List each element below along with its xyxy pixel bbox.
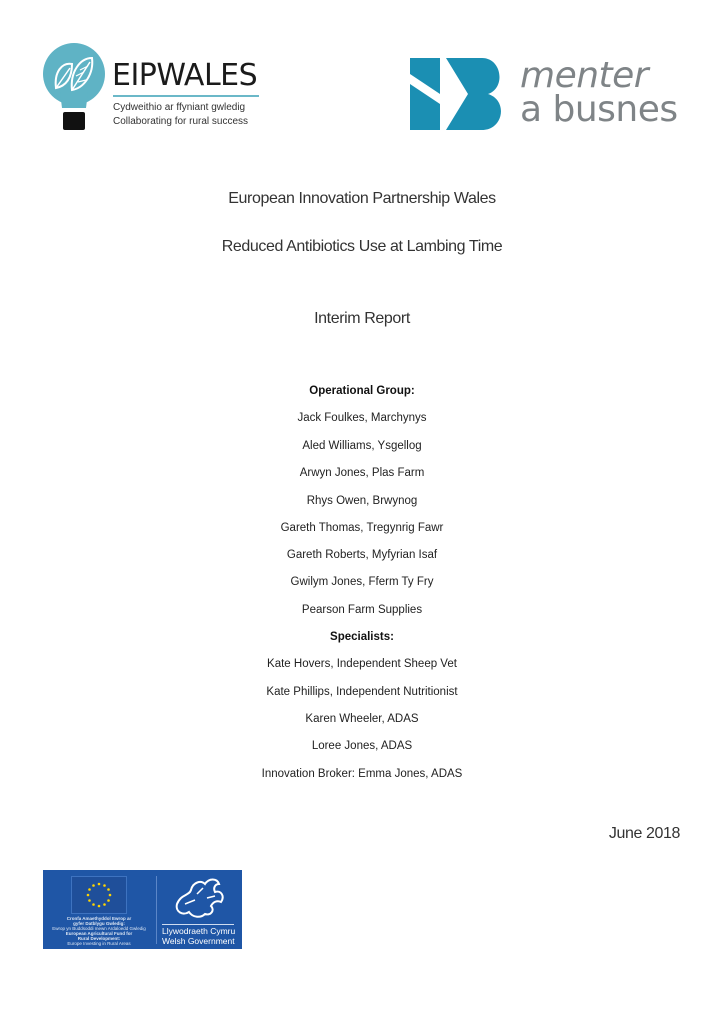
mab-text-menter: menter xyxy=(520,55,649,96)
specialist-member: Karen Wheeler, ADAS xyxy=(305,713,419,725)
eip-subtitle-welsh: Cydweithio ar ffyniant gwledig xyxy=(113,102,246,113)
operational-group-member: Pearson Farm Supplies xyxy=(301,604,423,616)
menter-a-busnes-logo xyxy=(410,55,690,132)
document-title: European Innovation Partnership Wales xyxy=(228,190,496,207)
welsh-gov-name-welsh: Llywodraeth Cymru xyxy=(162,926,236,936)
welsh-gov-rule xyxy=(162,924,234,925)
specialist-member: Kate Hovers, Independent Sheep Vet xyxy=(267,658,457,670)
eu-flag-icon xyxy=(71,876,127,914)
document-subtitle: Reduced Antibiotics Use at Lambing Time xyxy=(221,238,503,255)
eu-text-line: Rural Development: xyxy=(77,936,121,941)
welsh-gov-name-english: Welsh Government xyxy=(162,936,235,946)
eip-wales-logo xyxy=(42,42,272,134)
eu-text-line: Cronfa Amaethyddol Ewrop ar xyxy=(66,916,132,921)
eu-text-line: Ewrop yn Buddsoddi mewn Ardaloedd Gwledig xyxy=(52,926,146,931)
operational-group-member: Aled Williams, Ysgellog xyxy=(302,440,422,452)
operational-group-member: Gareth Thomas, Tregynrig Fawr xyxy=(280,522,444,534)
eu-welsh-government-banner xyxy=(43,870,242,949)
operational-group-member: Arwyn Jones, Plas Farm xyxy=(299,467,425,479)
eu-text-line: Europe Investing in Rural Areas xyxy=(67,941,131,946)
mab-mark-icon xyxy=(410,58,508,130)
specialist-member: Innovation Broker: Emma Jones, ADAS xyxy=(261,768,463,780)
lightbulb-leaf-icon xyxy=(42,42,106,132)
mab-text-a-busnes: a busnes xyxy=(520,89,678,130)
eip-subtitle-english: Collaborating for rural success xyxy=(113,116,249,127)
specialists-heading: Specialists: xyxy=(330,631,394,643)
eip-title: EIPWALES xyxy=(112,58,258,93)
operational-group-member: Jack Foulkes, Marchynys xyxy=(297,412,427,424)
specialist-member: Loree Jones, ADAS xyxy=(311,740,413,752)
specialist-member: Kate Phillips, Independent Nutritionist xyxy=(266,686,458,698)
banner-divider xyxy=(156,876,157,944)
operational-group-member: Gwilym Jones, Fferm Ty Fry xyxy=(290,576,434,588)
eip-divider xyxy=(113,95,259,97)
operational-group-member: Gareth Roberts, Myfyrian Isaf xyxy=(286,549,438,561)
eu-text-line: gyfer Datblygu Gwledig: xyxy=(73,921,125,926)
eu-text-line: European Agricultural Fund for xyxy=(65,931,133,936)
operational-group-heading: Operational Group: xyxy=(309,385,415,397)
welsh-dragon-icon xyxy=(171,874,227,920)
operational-group-member: Rhys Owen, Brwynog xyxy=(306,495,418,507)
report-date: June 2018 xyxy=(608,825,680,842)
report-type: Interim Report xyxy=(314,310,410,327)
